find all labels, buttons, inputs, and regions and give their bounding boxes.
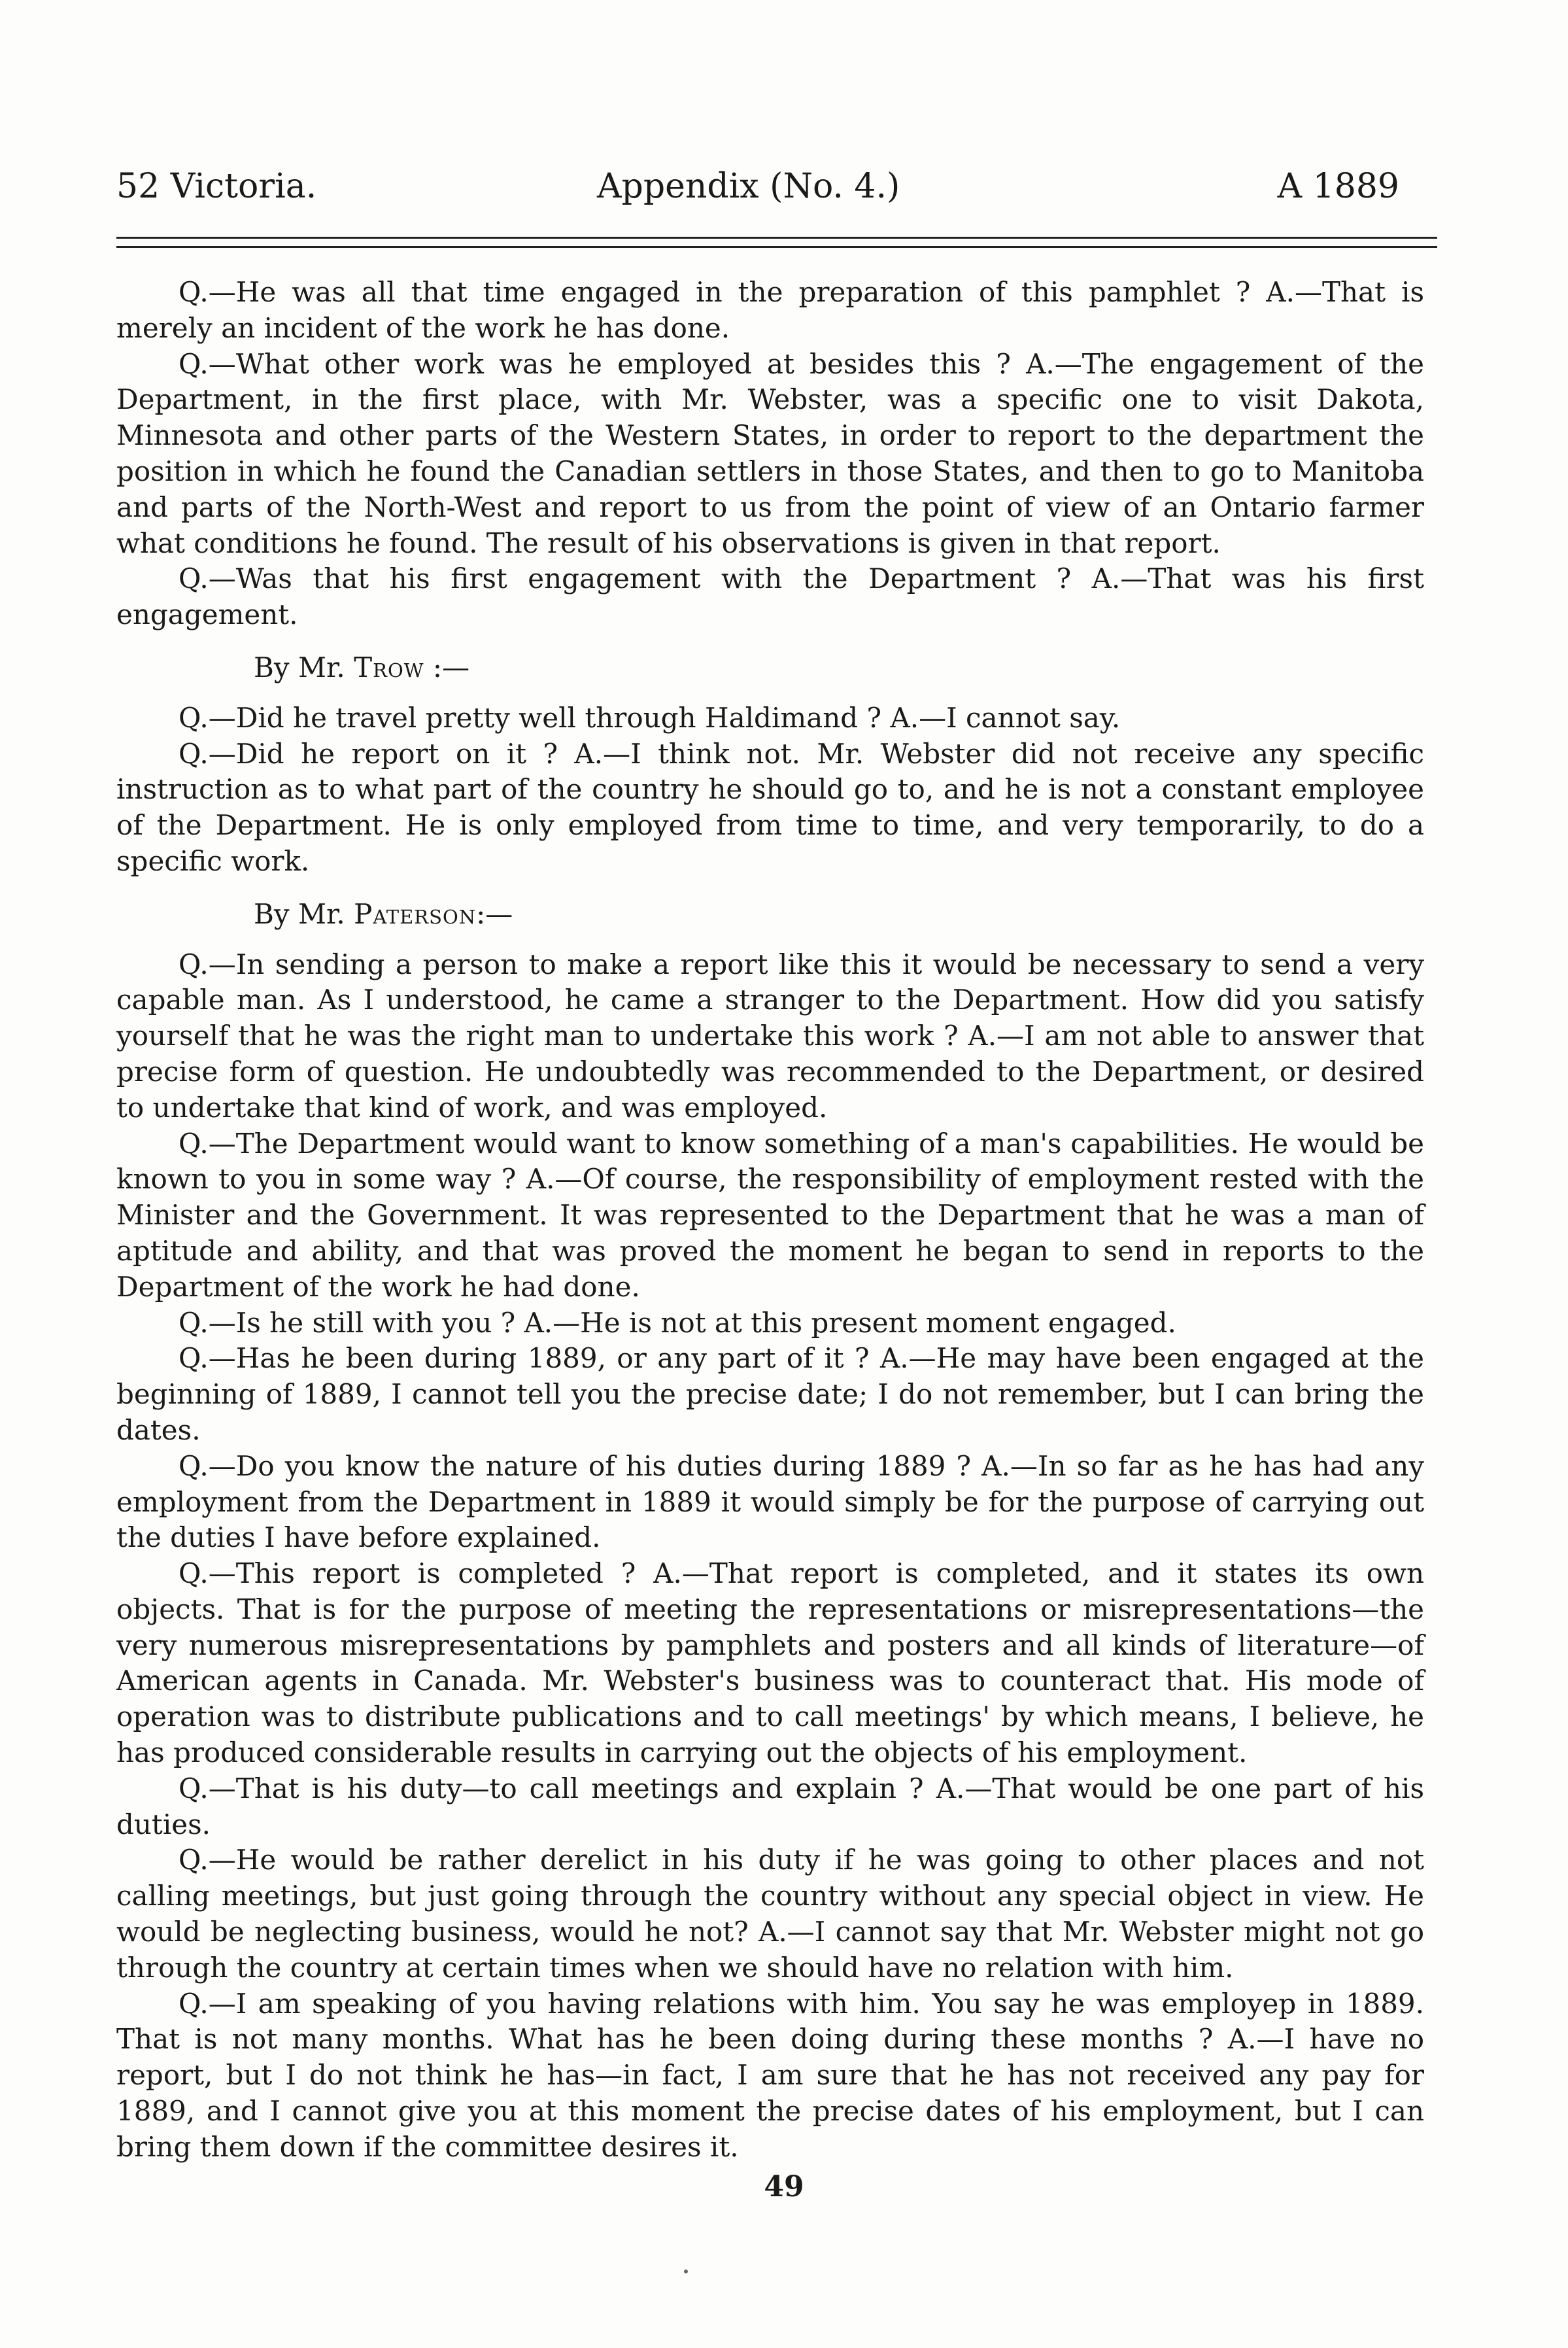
heading-prefix: By Mr. <box>254 897 354 930</box>
paragraph: Q.—He would be rather derelict in his duty if he was going to other places and not calling meetings, but just going through the country without any special object in view. He would be neglecting business, would he not? A.—I cannot say that Mr. Webster might not go through the country at certain times when we should have no relation with him. <box>116 1844 1424 1984</box>
paragraph: Q.—This report is completed ? A.—That report is completed, and it states its own objects. That is for the purpose of meeting the representations or misrepresentations—the very numerous misrepresentations by pamphlets and posters and all kinds of literature—of American agents in Canada. Mr. Webster's business was to counteract that. His mode of operation was to distribute publications and to call meetings' by which means, I believe, he has produced considerable results in carrying out the objects of his employment. <box>116 1557 1424 1769</box>
paragraph: Q.—In sending a person to make a report like this it would be necessary to send a very capable man. As I understood, he came a stranger to the Department. How did you satisfy yourself that he was the right man to undertake this work ? A.—I am not able to answer that precise form of question. He undoubtedly was recommended to the Department, or desired to undertake that kind of work, and was employed. <box>116 948 1424 1124</box>
testimony-body <box>116 275 1424 2166</box>
print-speck <box>684 2270 688 2273</box>
header-rule-bottom <box>116 246 1437 248</box>
paragraph: Q.—Did he travel pretty well through Haldimand ? A.—I cannot say. <box>179 701 1121 734</box>
speaker-heading-trow <box>116 650 1424 686</box>
header-year: A 1889 <box>1277 167 1399 206</box>
header-session: 52 Victoria. <box>116 167 317 206</box>
paragraph: Q.—Do you know the nature of his duties during 1889 ? A.—In so far as he has had any employment from the Department in 1889 it would simply be for the purpose of carrying out the duties I have before explained. <box>116 1449 1424 1554</box>
paragraph: Q.—Is he still with you ? A.—He is not at this present moment engaged. <box>179 1306 1176 1339</box>
paragraph: Q.—What other work was he employed at besides this ? A.—The engagement of the Department, in the first place, with Mr. Webster, was a specific one to visit Dakota, Minnesota and other parts of the Western States, in order to report to the department the position in which he found the Canadian settlers in those States, and then to go to Manitoba and parts of the North-West and report to us from the point of view of an Ontario farmer what conditions he found. The result of his observations is given in that report. <box>116 347 1424 559</box>
heading-prefix: By Mr. <box>254 651 354 683</box>
paragraph: Q.—He was all that time engaged in the preparation of this pamphlet ? A.—That is merely an incident of the work he has done. <box>116 276 1424 344</box>
heading-suffix: :— <box>424 651 470 683</box>
header-rule-top <box>116 237 1437 239</box>
paragraph: Q.—Did he report on it ? A.—I think not. Mr. Webster did not receive any specific instruction as to what part of the country he should go to, and he is not a constant employee of the Department. He is only employed from time to time, and very temporarily, to do a specific work. <box>116 737 1424 877</box>
paragraph: Q.—Was that his first engagement with the Department ? A.—That was his first engagement. <box>116 562 1424 631</box>
paragraph: Q.—That is his duty—to call meetings and explain ? A.—That would be one part of his duties. <box>116 1772 1424 1840</box>
heading-suffix: :— <box>476 897 513 930</box>
header-appendix: Appendix (No. 4.) <box>597 167 900 206</box>
paragraph: Q.—Has he been during 1889, or any part of it ? A.—He may have been engaged at the beginning of 1889, I cannot tell you the precise date; I do not remember, but I can bring the dates. <box>116 1342 1424 1446</box>
paragraph: Q.—The Department would want to know something of a man's capabilities. He would be known to you in some way ? A.—Of course, the responsibility of employment rested with the Minister and the Government. It was represented to the Department that he was a man of aptitude and ability, and that was proved the moment he began to send in reports to the Department of the work he had done. <box>116 1127 1424 1303</box>
running-header <box>116 164 1399 209</box>
speaker-name: Trow <box>354 651 424 683</box>
speaker-name: Paterson <box>354 897 477 930</box>
paragraph: Q.—I am speaking of you having relations with him. You say he was employep in 1889. That is not many months. What has he been doing during these months ? A.—I have no report, but I do not think he has—in fact, I am sure that he has not received any pay for 1889, and I cannot give you at this moment the precise dates of his employment, but I can bring them down if the committee desires it. <box>116 1987 1424 2163</box>
page-number: 49 <box>764 2170 804 2203</box>
speaker-heading-paterson <box>116 897 1424 933</box>
